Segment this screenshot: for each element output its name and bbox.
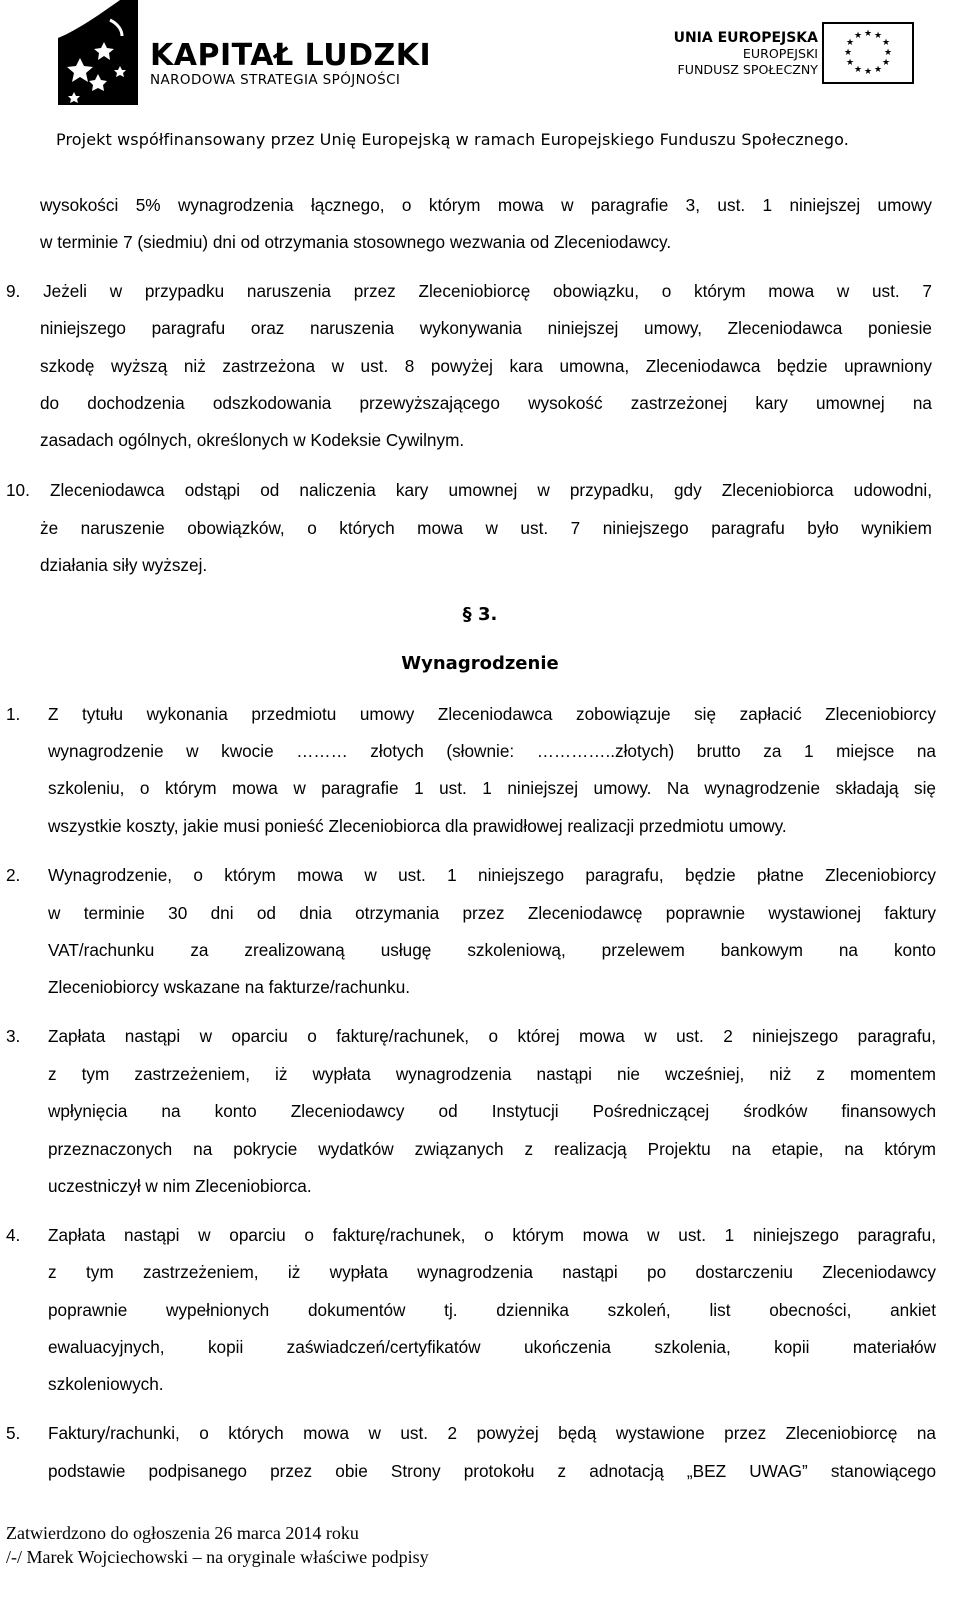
text-line: VAT/rachunku za zrealizowaną usługę szkoleniową, przelewem bankowym na konto: [48, 940, 936, 960]
text-line: podstawie podpisanego przez obie Strony protokołu z adnotacją „BEZ UWAG” stanowiącego: [48, 1461, 936, 1481]
text-line: ewaluacyjnych, kopii zaświadczeń/certyfikatów ukończenia szkolenia, kopii materiałów: [48, 1337, 936, 1357]
text-line: 9. Jeżeli w przypadku naruszenia przez Zleceniobiorcę obowiązku, o którym mowa w ust. 7: [6, 281, 932, 301]
text-line: poprawnie wypełnionych dokumentów tj. dziennika szkoleń, list obecności, ankiet: [48, 1300, 936, 1320]
text-line: wysokości 5% wynagrodzenia łącznego, o którym mowa w paragrafie 3, ust. 1 niniejszej umowy: [40, 195, 932, 215]
text-line: w terminie 7 (siedmiu) dni od otrzymania stosownego wezwania od Zleceniodawcy.: [40, 232, 672, 252]
text-line: 10. Zleceniodawca odstąpi od naliczenia kary umownej w przypadku, gdy Zleceniobiorca udowodni,: [6, 480, 932, 500]
text-line: do dochodzenia odszkodowania przewyższającego wysokość zastrzeżonej kary umownej na: [40, 393, 932, 413]
section-title: Wynagrodzenie: [401, 653, 559, 674]
item-number: 3.: [6, 1026, 21, 1046]
svg-text:★: ★: [873, 31, 883, 41]
section-number: § 3.: [462, 604, 498, 625]
svg-text:★: ★: [863, 29, 873, 39]
svg-text:★: ★: [863, 67, 873, 77]
page-header: [0, 0, 960, 160]
eu-line-1: UNIA EUROPEJSKA: [673, 30, 818, 46]
svg-text:★: ★: [873, 65, 883, 75]
svg-text:★: ★: [845, 58, 855, 68]
text-line: Zleceniobiorcy wskazane na fakturze/rachunku.: [48, 977, 411, 997]
text-line: w terminie 30 dni od dnia otrzymania przez Zleceniodawcę poprawnie wystawionej faktury: [48, 903, 936, 923]
text-line: Zapłata nastąpi w oparciu o fakturę/rachunek, o którym mowa w ust. 1 niniejszego paragrafu,: [48, 1225, 936, 1245]
svg-text:★: ★: [881, 38, 891, 48]
svg-text:★: ★: [843, 48, 853, 58]
signature-note: /-/ Marek Wojciechowski – na oryginale właściwe podpisy: [6, 1547, 429, 1567]
eu-line-3: FUNDUSZ SPOŁECZNY: [677, 62, 818, 77]
eu-line-2: EUROPEJSKI: [742, 46, 818, 61]
item-number: 2.: [6, 865, 21, 885]
text-line: Z tytułu wykonania przedmiotu umowy Zleceniodawca zobowiązuje się zapłacić Zleceniobiorcy: [48, 704, 936, 724]
text-line: Wynagrodzenie, o którym mowa w ust. 1 niniejszego paragrafu, będzie płatne Zleceniobiorcy: [48, 865, 936, 885]
text-line: szkoleniowych.: [48, 1374, 164, 1394]
svg-text:★: ★: [853, 31, 863, 41]
text-line: zasadach ogólnych, określonych w Kodeksie Cywilnym.: [40, 430, 465, 450]
text-line: z tym zastrzeżeniem, iż wypłata wynagrodzenia nastąpi po dostarczeniu Zleceniodawcy: [48, 1262, 936, 1282]
eu-flag-icon: [822, 22, 914, 84]
item-number: 4.: [6, 1225, 21, 1245]
eu-label: [670, 30, 818, 78]
svg-text:★: ★: [883, 48, 893, 58]
text-line: wynagrodzenie w kwocie ……… złotych (słownie: …………..złotych) brutto za 1 miejsce na: [48, 741, 936, 761]
text-line: z tym zastrzeżeniem, iż wypłata wynagrodzenia nastąpi nie wcześniej, niż z momentem: [48, 1064, 936, 1084]
text-line: niniejszego paragrafu oraz naruszenia wykonywania niniejszej umowy, Zleceniodawca poniesie: [40, 318, 932, 338]
text-line: Zapłata nastąpi w oparciu o fakturę/rachunek, o której mowa w ust. 2 niniejszego paragrafu,: [48, 1026, 936, 1046]
item-number: 5.: [6, 1423, 21, 1443]
svg-text:★: ★: [881, 58, 891, 68]
svg-text:★: ★: [845, 38, 855, 48]
text-line: szkodę wyższą niż zastrzeżona w ust. 8 powyżej kara umowna, Zleceniodawca będzie uprawniony: [40, 356, 932, 376]
item-number: 1.: [6, 704, 21, 724]
logo-subtitle: NARODOWA STRATEGIA SPÓJNOŚCI: [150, 72, 401, 88]
text-line: że naruszenie obowiązków, o których mowa w ust. 7 niniejszego paragrafu było wynikiem: [40, 518, 932, 538]
text-line: przeznaczonych na pokrycie wydatków związanych z realizacją Projektu na etapie, na którym: [48, 1139, 936, 1159]
text-line: szkoleniu, o którym mowa w paragrafie 1 ust. 1 niniejszej umowy. Na wynagrodzenie składają się: [48, 778, 936, 798]
approval-note: Zatwierdzono do ogłoszenia 26 marca 2014 roku: [6, 1523, 359, 1543]
text-line: działania siły wyższej.: [40, 555, 208, 575]
text-line: uczestniczył w nim Zleceniobiorca.: [48, 1176, 312, 1196]
text-line: wpłynięcia na konto Zleceniodawcy od Instytucji Pośredniczącej środków finansowych: [48, 1101, 936, 1121]
text-line: wszystkie koszty, jakie musi ponieść Zleceniobiorca dla prawidłowej realizacji przedmiotu umowy.: [48, 816, 787, 836]
project-cofinancing-line: Projekt współfinansowany przez Unię Europejską w ramach Europejskiego Funduszu Społecznego.: [56, 130, 849, 149]
kapital-ludzki-logo-icon: [48, 0, 148, 112]
text-line: Faktury/rachunki, o których mowa w ust. 2 powyżej będą wystawione przez Zleceniobiorcę na: [48, 1423, 936, 1443]
logo-title: KAPITAŁ LUDZKI: [150, 38, 432, 73]
svg-text:★: ★: [853, 65, 863, 75]
